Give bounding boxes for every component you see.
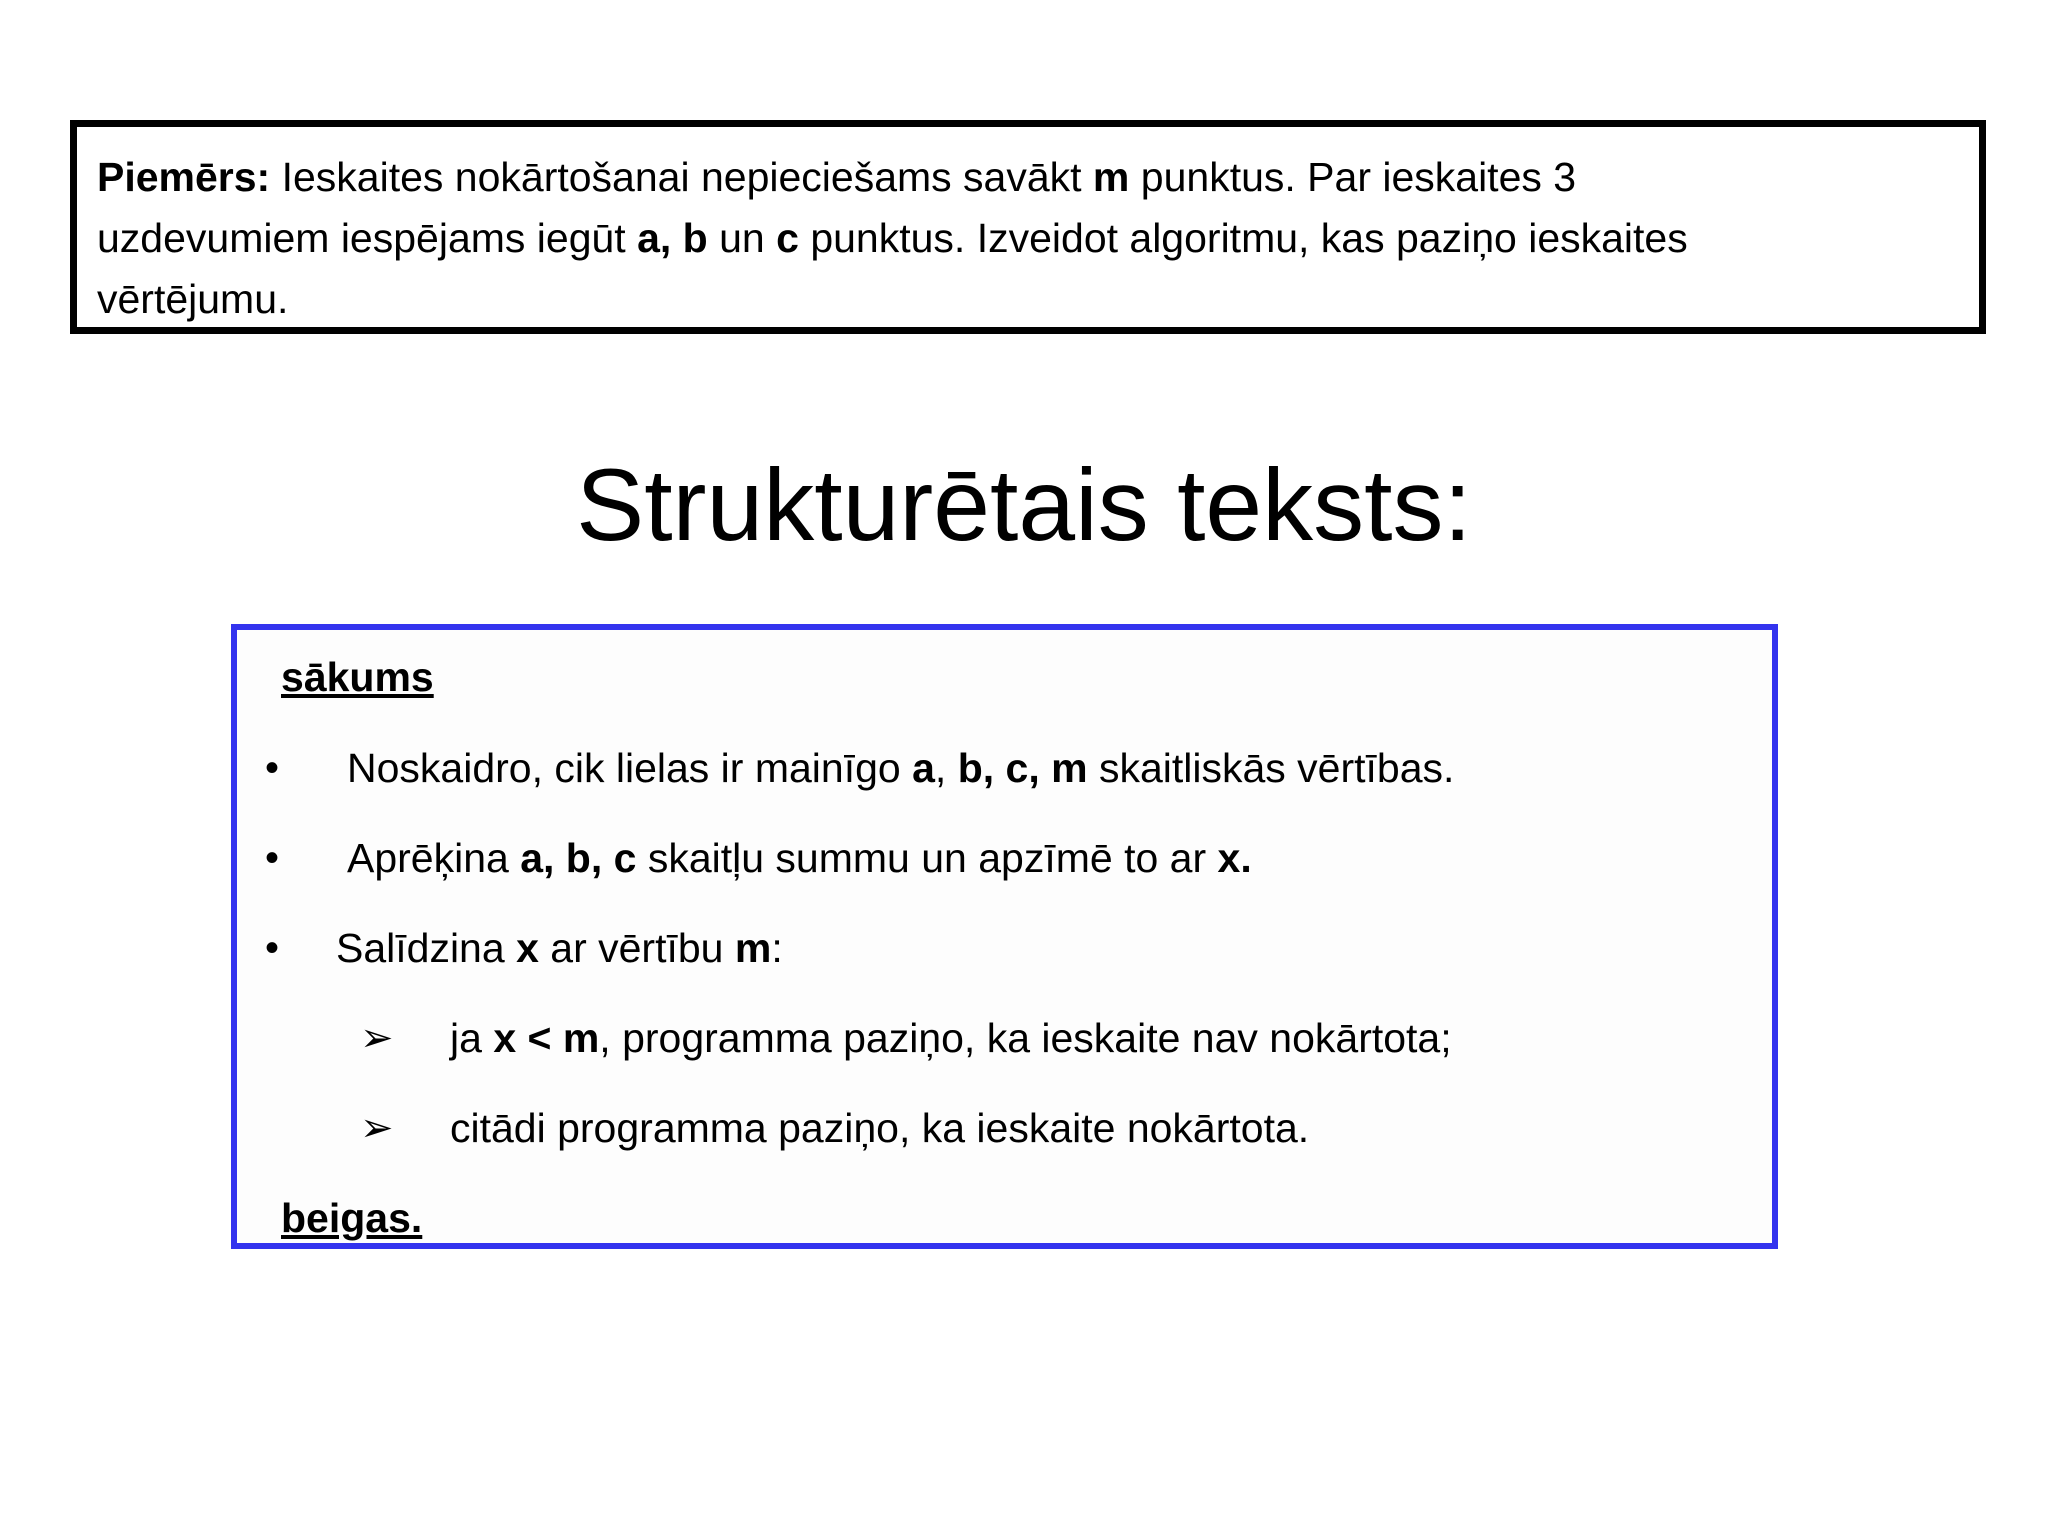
example-line-2: [97, 208, 1959, 269]
var-abc: a, b, c: [520, 835, 637, 881]
var-m: m: [734, 925, 772, 971]
step-text: skaitliskās vērtības.: [1087, 745, 1455, 791]
step-text: skaitļu summu un apzīmē to ar: [636, 835, 1218, 881]
example-label: Piemērs:: [97, 154, 271, 200]
step-2: [347, 833, 1252, 883]
slide-title: Strukturētais teksts:: [576, 448, 1472, 562]
example-line-1: [97, 147, 1959, 208]
example-box: [70, 120, 1986, 334]
sub-step-1: [450, 1013, 1452, 1063]
var-x: x: [516, 925, 539, 971]
example-text: punktus. Izveidot algoritmu, kas paziņo ieskaites: [798, 215, 1688, 261]
algorithm-end: [281, 1193, 422, 1243]
step-text: Noskaidro, cik lielas ir mainīgo: [347, 745, 913, 791]
sub-step-2: [450, 1103, 1309, 1153]
arrow-bullet-icon: ➢: [360, 1106, 394, 1150]
bullet-icon: •: [265, 746, 280, 790]
example-text: Ieskaites nokārtošanai nepieciešams savākt: [270, 154, 1093, 200]
step-text: :: [771, 925, 783, 971]
bullet-icon: •: [265, 836, 280, 880]
step-text: ,: [934, 745, 958, 791]
example-text: punktus. Par ieskaites 3: [1129, 154, 1577, 200]
algorithm-start: [281, 652, 434, 702]
example-text: uzdevumiem iespējams iegūt: [97, 215, 638, 261]
var-bcm: b, c, m: [957, 745, 1088, 791]
end-keyword: beigas.: [281, 1195, 423, 1241]
start-keyword: sākums: [281, 654, 434, 700]
step-3: [336, 923, 783, 973]
step-text: Salīdzina: [336, 925, 517, 971]
arrow-bullet-icon: ➢: [360, 1016, 394, 1060]
step-text: ja: [450, 1015, 494, 1061]
example-var-m: m: [1092, 154, 1130, 200]
var-x: x.: [1217, 835, 1252, 881]
step-1: [347, 743, 1454, 793]
step-text: citādi programma paziņo, ka ieskaite nokārtota.: [450, 1105, 1310, 1151]
condition: x < m: [493, 1015, 600, 1061]
example-var-c: c: [776, 215, 799, 261]
algorithm-box: [231, 624, 1778, 1249]
example-text: un: [707, 215, 777, 261]
var-a: a: [912, 745, 935, 791]
example-line-3: [97, 269, 1959, 330]
step-text: ar vērtību: [538, 925, 735, 971]
example-var-ab: a, b: [637, 215, 708, 261]
example-text: vērtējumu.: [97, 276, 289, 322]
step-text: , programma paziņo, ka ieskaite nav nokārtota;: [599, 1015, 1452, 1061]
bullet-icon: •: [265, 926, 280, 970]
step-text: Aprēķina: [347, 835, 521, 881]
